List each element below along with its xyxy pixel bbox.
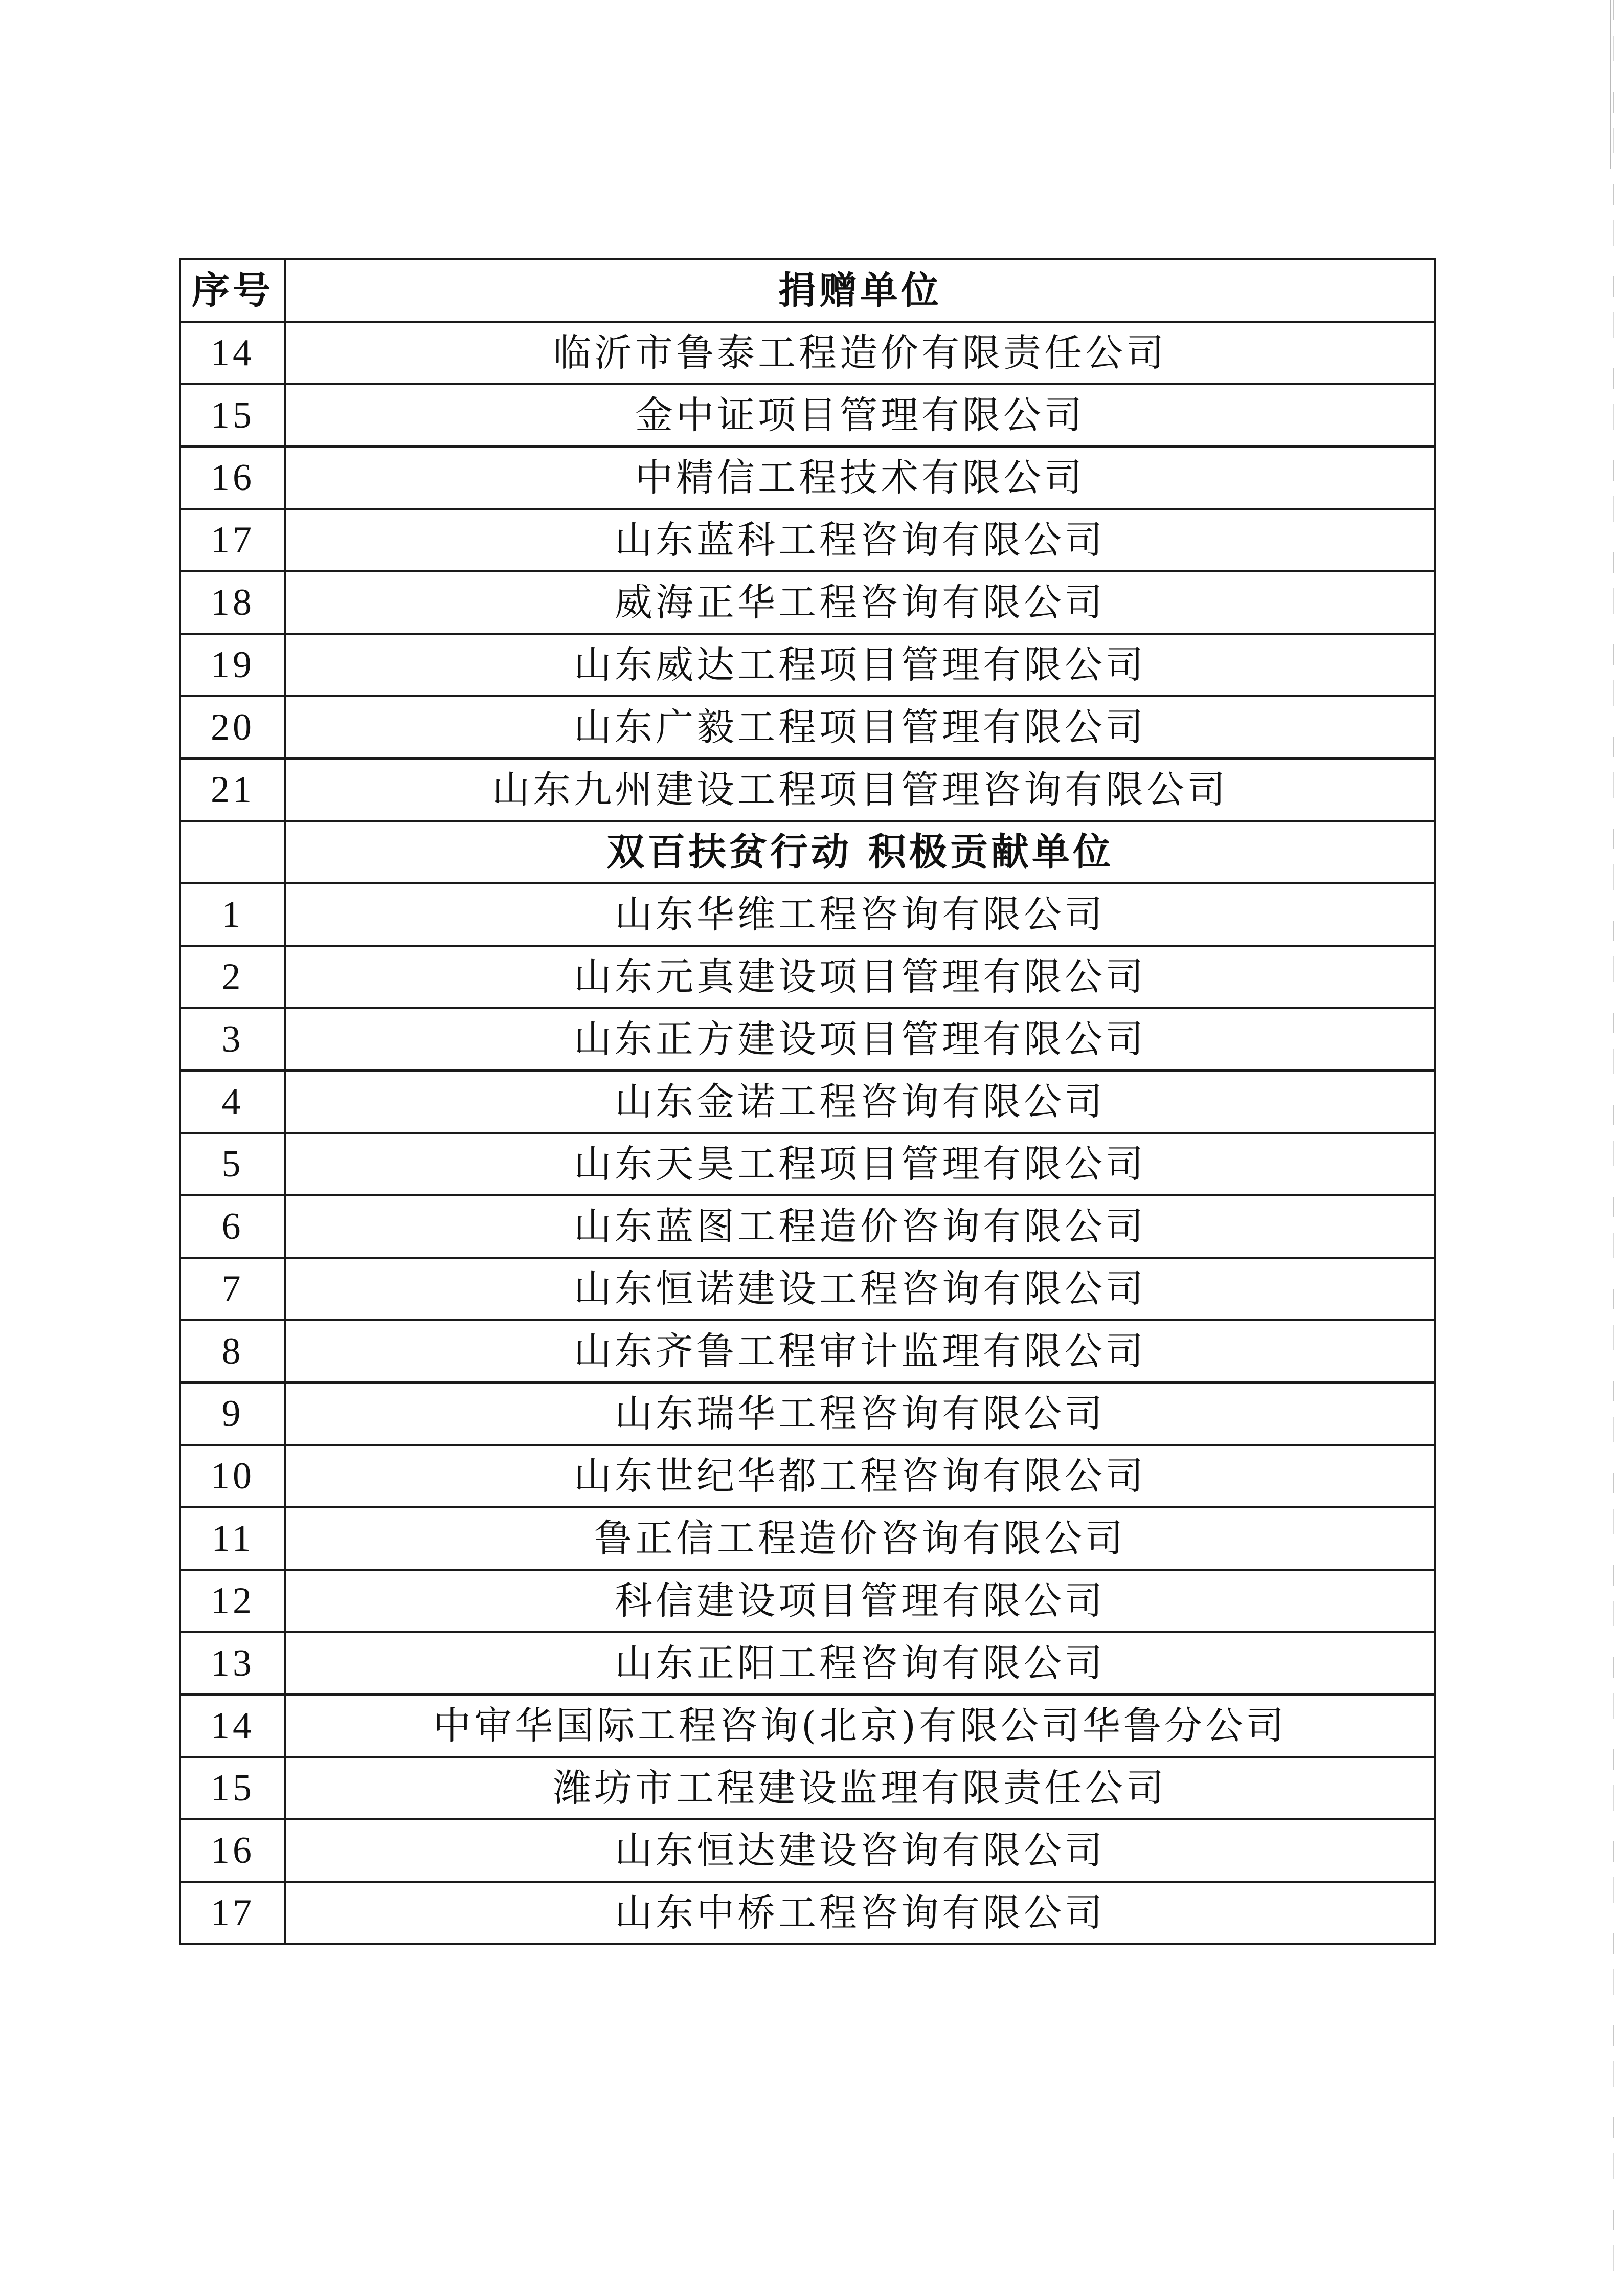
donor-row <box>180 571 1435 634</box>
contributor-row <box>180 1320 1435 1383</box>
row-number-cell: 21 <box>180 759 285 821</box>
unit-name-cell: 山东威达工程项目管理有限公司 <box>285 634 1435 696</box>
donor-row <box>180 384 1435 447</box>
unit-name-cell: 山东华维工程咨询有限公司 <box>285 883 1435 946</box>
unit-name-cell: 科信建设项目管理有限公司 <box>285 1570 1435 1632</box>
unit-name-cell: 山东瑞华工程咨询有限公司 <box>285 1383 1435 1445</box>
row-number-cell: 2 <box>180 946 285 1008</box>
unit-name-cell: 山东正阳工程咨询有限公司 <box>285 1632 1435 1695</box>
donor-row <box>180 634 1435 696</box>
row-number-cell: 4 <box>180 1071 285 1133</box>
contributor-row <box>180 1383 1435 1445</box>
row-number-cell: 20 <box>180 696 285 759</box>
section-title-cell: 双百扶贫行动 积极贡献单位 <box>285 821 1435 883</box>
row-number-cell: 8 <box>180 1320 285 1383</box>
scan-edge-line <box>1613 0 1614 2296</box>
contributor-row <box>180 1195 1435 1258</box>
contributor-row <box>180 1695 1435 1757</box>
unit-name-cell: 山东蓝图工程造价咨询有限公司 <box>285 1195 1435 1258</box>
row-number-cell: 11 <box>180 1507 285 1570</box>
contributor-row <box>180 1445 1435 1507</box>
unit-name-cell: 鲁正信工程造价咨询有限公司 <box>285 1507 1435 1570</box>
unit-name-cell: 山东中桥工程咨询有限公司 <box>285 1882 1435 1944</box>
donor-row <box>180 509 1435 571</box>
contributor-row <box>180 1071 1435 1133</box>
row-number-cell: 19 <box>180 634 285 696</box>
unit-name-cell: 山东九州建设工程项目管理咨询有限公司 <box>285 759 1435 821</box>
contributor-row <box>180 1570 1435 1632</box>
unit-name-cell: 中审华国际工程咨询(北京)有限公司华鲁分公司 <box>285 1695 1435 1757</box>
unit-name-cell: 山东蓝科工程咨询有限公司 <box>285 509 1435 571</box>
contributor-row <box>180 1008 1435 1071</box>
row-number-cell: 12 <box>180 1570 285 1632</box>
scan-edge-mark <box>1610 0 1611 169</box>
donor-row <box>180 447 1435 509</box>
row-number-cell: 13 <box>180 1632 285 1695</box>
unit-name-cell: 中精信工程技术有限公司 <box>285 447 1435 509</box>
donor-table-body <box>180 259 1435 1944</box>
donor-row <box>180 322 1435 384</box>
row-number-cell: 17 <box>180 509 285 571</box>
contributor-row <box>180 1757 1435 1819</box>
row-number-cell: 7 <box>180 1258 285 1320</box>
unit-name-cell: 山东广毅工程项目管理有限公司 <box>285 696 1435 759</box>
donor-table <box>179 258 1436 1945</box>
donor-row <box>180 759 1435 821</box>
row-number-cell: 14 <box>180 1695 285 1757</box>
row-number-cell: 3 <box>180 1008 285 1071</box>
contributor-row <box>180 1133 1435 1195</box>
contributor-row <box>180 1632 1435 1695</box>
row-number-cell: 16 <box>180 1819 285 1882</box>
contributor-row <box>180 946 1435 1008</box>
unit-name-cell: 山东世纪华都工程咨询有限公司 <box>285 1445 1435 1507</box>
row-number-cell: 18 <box>180 571 285 634</box>
unit-name-cell: 山东正方建设项目管理有限公司 <box>285 1008 1435 1071</box>
row-number-cell: 15 <box>180 1757 285 1819</box>
unit-name-cell: 山东元真建设项目管理有限公司 <box>285 946 1435 1008</box>
section-num-cell <box>180 821 285 883</box>
unit-name-cell: 山东恒达建设咨询有限公司 <box>285 1819 1435 1882</box>
donor-row <box>180 696 1435 759</box>
row-number-cell: 16 <box>180 447 285 509</box>
contributor-row <box>180 1507 1435 1570</box>
contributor-row <box>180 1258 1435 1320</box>
row-number-cell: 6 <box>180 1195 285 1258</box>
unit-name-cell: 山东天昊工程项目管理有限公司 <box>285 1133 1435 1195</box>
row-number-cell: 17 <box>180 1882 285 1944</box>
contributor-row <box>180 1819 1435 1882</box>
contributor-row <box>180 883 1435 946</box>
unit-name-cell: 金中证项目管理有限公司 <box>285 384 1435 447</box>
row-number-cell: 9 <box>180 1383 285 1445</box>
unit-name-cell: 山东金诺工程咨询有限公司 <box>285 1071 1435 1133</box>
row-number-cell: 1 <box>180 883 285 946</box>
section-title-row <box>180 821 1435 883</box>
unit-name-cell: 潍坊市工程建设监理有限责任公司 <box>285 1757 1435 1819</box>
table-header-row <box>180 259 1435 322</box>
unit-name-cell: 威海正华工程咨询有限公司 <box>285 571 1435 634</box>
row-number-cell: 5 <box>180 1133 285 1195</box>
unit-name-cell: 临沂市鲁泰工程造价有限责任公司 <box>285 322 1435 384</box>
row-number-cell: 15 <box>180 384 285 447</box>
unit-name-cell: 山东齐鲁工程审计监理有限公司 <box>285 1320 1435 1383</box>
header-unit-cell: 捐赠单位 <box>285 259 1435 322</box>
row-number-cell: 14 <box>180 322 285 384</box>
unit-name-cell: 山东恒诺建设工程咨询有限公司 <box>285 1258 1435 1320</box>
row-number-cell: 10 <box>180 1445 285 1507</box>
header-num-cell: 序号 <box>180 259 285 322</box>
contributor-row <box>180 1882 1435 1944</box>
